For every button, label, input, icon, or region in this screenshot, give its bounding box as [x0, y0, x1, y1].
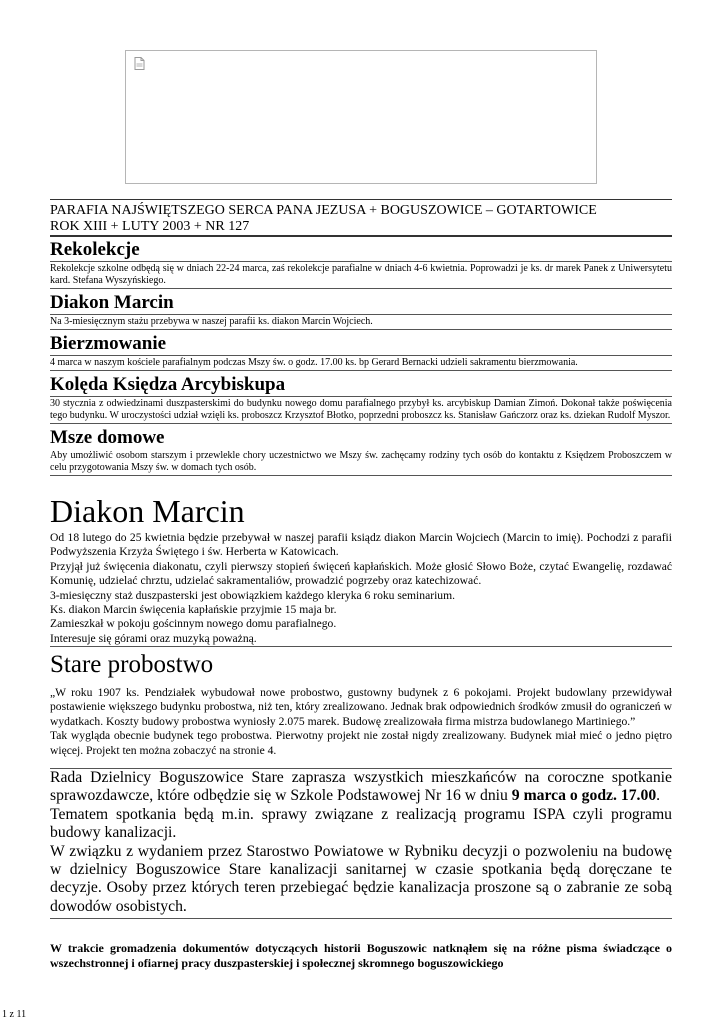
- article-paragraph: Tak wygląda obecnie budynek tego probostwa. Pierwotny projekt nie został nigdy zrealizowany. Budynek miał mieć o jedno piętro więcej. Projekt ten można zobaczyć na stronie 4.: [50, 729, 672, 757]
- masthead-bottom-rule: [50, 235, 672, 237]
- article-paragraph: Od 18 lutego do 25 kwietnia będzie przebywał w naszej parafii ksiądz diakon Marcin Wojciech (Marcin to imię). Pochodzi z parafii Podwyższenia Krzyża Świętego i św. Herberta w Katowicach.: [50, 531, 672, 559]
- section-body-msze-domowe: Aby umożliwić osobom starszym i przewlekle chory uczestnictwo we Mszy św. zachęcamy rodziny tych osób do kontaktu z Księdzem Proboszczem w celu przygotowania Mszy św. w domach tych osób.: [50, 450, 672, 476]
- article-title: Diakon Marcin: [50, 493, 245, 529]
- history-article-intro: [50, 941, 672, 971]
- masthead-top-rule: [50, 199, 672, 200]
- masthead: [50, 199, 672, 237]
- notice-paragraph-decisions: W związku z wydaniem przez Starostwo Powiatowe w Rybniku decyzji o pozwoleniu na budowę w dzielnicy Boguszowice Stare kanalizacji sanitarnej w czasie spotkania będą doręczane te decyzje. Osoby przez których teren przebiegać będzie kanalizacja proszone są o zabranie ze sobą dowodów osobistych.: [50, 842, 672, 915]
- page-number: 1 z 11: [2, 1009, 27, 1020]
- article-stare-probostwo: [50, 650, 672, 758]
- council-meeting-notice: [50, 768, 672, 919]
- article-paragraph: Interesuje się górami oraz muzyką poważną.: [50, 632, 672, 647]
- section-title-diakon: Diakon Marcin: [50, 292, 672, 315]
- article-paragraph: Zamieszkał w pokoju gościnnym nowego domu parafialnego.: [50, 617, 337, 631]
- article-diakon-marcin: [50, 492, 672, 647]
- notice-paragraph-topic: Tematem spotkania będą m.in. sprawy związane z realizacją programu ISPA czyli programu budowy kanalizacji.: [50, 805, 672, 842]
- article-paragraph: Przyjął już święcenia diakonatu, czyli pierwszy stopień święceń kapłańskich. Może głosić Słowo Boże, czytać Ewangelię, rozdawać Komunię, udzielać chrztu, udzielać sakramentaliów, prowadzić pogrzeby oraz katechizować.: [50, 559, 672, 588]
- article-title: Stare probostwo: [50, 651, 214, 678]
- notice-paragraph-invitation: [50, 769, 672, 806]
- history-intro-text: W trakcie gromadzenia dokumentów dotyczących historii Boguszowic natknąłem się na różne pisma świadczące o wszechstronnej i ofiarnej pracy duszpasterskiej i społecznej skromnego boguszowickiego: [50, 941, 672, 970]
- section-body-koleda: 30 stycznia z odwiedzinami duszpasterskimi do budynku nowego domu parafialnego przybył ks. arcybiskup Damian Zimoń. Dokonał także poświęcenia tego budynku. W uroczystości udział wzięli ks. proboszcz Krzysztof Błotko, poprzedni proboszcz ks. Stanisław Gańczorz oraz ks. dziekan Rudolf Myszor.: [50, 398, 672, 424]
- section-title-koleda: Kolęda Księdza Arcybiskupa: [50, 374, 672, 397]
- masthead-parish-name: PARAFIA NAJŚWIĘTSZEGO SERCA PANA JEZUSA + BOGUSZOWICE – GOTARTOWICE: [50, 203, 597, 218]
- notice-invitation-end: .: [656, 787, 661, 805]
- section-title-rekolekcje: Rekolekcje: [50, 239, 672, 262]
- broken-image-icon: [134, 57, 145, 70]
- section-body-bierzmowanie: 4 marca w naszym kościele parafialnym podczas Mszy św. o godz. 17.00 ks. bp Gerard Bernacki udzieli sakramentu bierzmowania.: [50, 357, 672, 371]
- article-paragraph: 3-miesięczny staż duszpasterski jest obowiązkiem każdego kleryka 6 roku seminarium.: [50, 588, 456, 602]
- article-paragraph: „W roku 1907 ks. Pendziałek wybudował nowe probostwo, gustowny budynek z 6 pokojami. Projekt budowlany przewidywał postawienie większego budynku probostwa, niż ten, który zrealizowano. Jednak brak odpowiednich środków zmusił do ograniczeń w wydatkach. Koszty budowy probostwa wyniosły 2.075 marek. Budowę zrealizowała firma mistrza budowlanego Martiniego.”: [50, 686, 672, 728]
- masthead-issue-info: ROK XIII + LUTY 2003 + NR 127: [50, 219, 250, 234]
- section-title-bierzmowanie: Bierzmowanie: [50, 333, 672, 356]
- news-sections: [50, 239, 672, 479]
- header-image-placeholder: [125, 50, 597, 184]
- section-title-msze-domowe: Msze domowe: [50, 427, 165, 448]
- article-paragraph: Ks. diakon Marcin święcenia kapłańskie przyjmie 15 maja br.: [50, 603, 337, 617]
- notice-meeting-date: 9 marca o godz. 17.00: [511, 787, 657, 805]
- section-body-diakon: Na 3-miesięcznym stażu przebywa w naszej parafii ks. diakon Marcin Wojciech.: [50, 316, 672, 330]
- notice-invitation-text: Rada Dzielnicy Boguszowice Stare zaprasza wszystkich mieszkańców na coroczne spotkanie sprawozdawcze, które odbędzie się w Szkole Podstawowej Nr 16 w dniu: [50, 769, 672, 805]
- section-body-rekolekcje: Rekolekcje szkolne odbędą się w dniach 22-24 marca, zaś rekolekcje parafialne w dniach 4-6 kwietnia. Poprowadzi je ks. dr marek Panek z Uniwersytetu kard. Stefana Wyszyńskiego.: [50, 263, 672, 289]
